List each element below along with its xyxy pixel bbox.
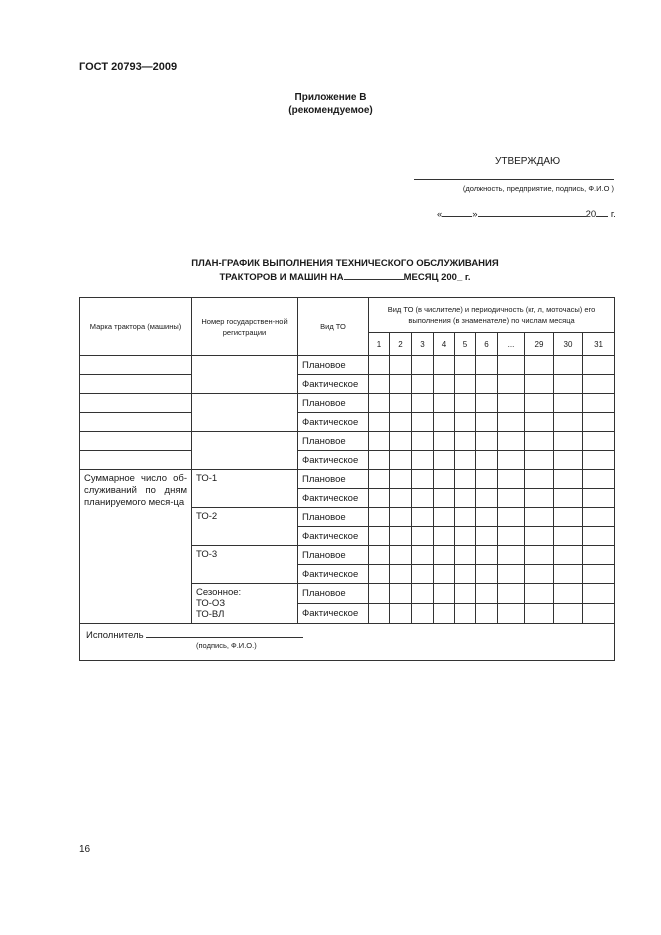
to-3-label: ТО-3 (192, 546, 298, 584)
day-cell[interactable] (390, 584, 412, 604)
month-name-blank (344, 270, 404, 280)
table-row (80, 451, 615, 470)
day-cell[interactable] (498, 508, 525, 527)
day-cell[interactable] (476, 356, 498, 375)
day-cell[interactable] (498, 604, 525, 624)
day-cell[interactable] (583, 489, 615, 508)
day-cell[interactable] (498, 546, 525, 565)
brand-cell[interactable] (80, 413, 192, 432)
day-cell[interactable] (554, 565, 583, 584)
day-cell[interactable] (476, 584, 498, 604)
day-cell[interactable] (369, 394, 390, 413)
table-row (80, 375, 615, 394)
day-cell[interactable] (525, 546, 554, 565)
day-cell[interactable] (583, 451, 615, 470)
day-cell[interactable] (434, 584, 455, 604)
header-kind: Вид ТО (298, 298, 369, 356)
title-line-2 (0, 270, 661, 284)
day-cell[interactable] (390, 565, 412, 584)
appendix-note: (рекомендуемое) (288, 105, 373, 116)
title-line-1: ПЛАН-ГРАФИК ВЫПОЛНЕНИЯ ТЕХНИЧЕСКОГО ОБСЛУЖИВАНИЯ (191, 258, 499, 269)
reg-number-cell[interactable] (192, 356, 298, 394)
seasonal-line: Сезонное: (196, 587, 242, 598)
day-cell[interactable] (476, 470, 498, 489)
day-cell[interactable] (434, 565, 455, 584)
day-number: 29 (525, 333, 554, 356)
day-cell[interactable] (369, 432, 390, 451)
day-cell[interactable] (498, 394, 525, 413)
day-cell[interactable] (455, 356, 476, 375)
day-cell[interactable] (554, 604, 583, 624)
day-cell[interactable] (476, 489, 498, 508)
kind-planned: Плановое (298, 584, 369, 604)
day-cell[interactable] (583, 375, 615, 394)
day-cell[interactable] (554, 356, 583, 375)
day-cell[interactable] (434, 470, 455, 489)
kind-planned: Плановое (298, 546, 369, 565)
month-blank (478, 207, 586, 217)
approve-label: УТВЕРЖДАЮ (495, 156, 561, 167)
day-number: 2 (390, 333, 412, 356)
kind-planned: Плановое (298, 432, 369, 451)
day-cell[interactable] (498, 565, 525, 584)
brand-cell[interactable] (80, 356, 192, 375)
day-number: 3 (412, 333, 434, 356)
day-cell[interactable] (476, 432, 498, 451)
day-cell[interactable] (525, 394, 554, 413)
day-cell[interactable] (455, 375, 476, 394)
day-cell[interactable] (434, 432, 455, 451)
brand-cell[interactable] (80, 394, 192, 413)
day-cell[interactable] (412, 451, 434, 470)
kind-actual: Фактическое (298, 375, 369, 394)
approval-date (437, 207, 616, 220)
day-cell[interactable] (412, 489, 434, 508)
appendix-title: Приложение В (294, 92, 367, 103)
day-number: 31 (583, 333, 615, 356)
day-cell[interactable] (369, 356, 390, 375)
day-cell[interactable] (525, 432, 554, 451)
day-cell[interactable] (412, 432, 434, 451)
day-blank (442, 207, 472, 217)
day-cell[interactable] (412, 394, 434, 413)
day-cell[interactable] (455, 451, 476, 470)
day-cell[interactable] (554, 394, 583, 413)
day-cell[interactable] (525, 508, 554, 527)
day-cell[interactable] (369, 489, 390, 508)
kind-actual: Фактическое (298, 489, 369, 508)
day-cell[interactable] (369, 470, 390, 489)
title-line-2-start: ТРАКТОРОВ И МАШИН НА (219, 272, 344, 283)
kind-actual: Фактическое (298, 604, 369, 624)
day-cell[interactable] (583, 546, 615, 565)
day-cell[interactable] (476, 604, 498, 624)
day-number: ... (498, 333, 525, 356)
reg-number-cell[interactable] (192, 394, 298, 432)
day-cell[interactable] (583, 508, 615, 527)
kind-actual: Фактическое (298, 413, 369, 432)
day-cell[interactable] (476, 375, 498, 394)
kind-planned: Плановое (298, 508, 369, 527)
table-row (80, 356, 615, 375)
day-cell[interactable] (390, 413, 412, 432)
brand-cell[interactable] (80, 375, 192, 394)
day-cell[interactable] (583, 565, 615, 584)
header-brand: Марка трактора (машины) (80, 298, 192, 356)
day-cell[interactable] (412, 527, 434, 546)
summary-label: Суммарное число об-служиваний по дням планируемого меся-ца (80, 470, 192, 624)
day-cell[interactable] (583, 432, 615, 451)
header-reg-number: Номер государствен-ной регистрации (192, 298, 298, 356)
reg-number-cell[interactable] (192, 432, 298, 470)
title-line-2-end: МЕСЯЦ 200_ г. (403, 272, 471, 283)
day-cell[interactable] (476, 527, 498, 546)
day-cell[interactable] (455, 565, 476, 584)
day-cell[interactable] (525, 375, 554, 394)
day-cell[interactable] (412, 375, 434, 394)
day-cell[interactable] (525, 413, 554, 432)
day-cell[interactable] (434, 508, 455, 527)
day-cell[interactable] (583, 470, 615, 489)
day-cell[interactable] (455, 489, 476, 508)
kind-actual: Фактическое (298, 565, 369, 584)
day-cell[interactable] (412, 413, 434, 432)
day-cell[interactable] (498, 489, 525, 508)
kind-actual: Фактическое (298, 527, 369, 546)
kind-planned: Плановое (298, 394, 369, 413)
day-cell[interactable] (434, 489, 455, 508)
day-cell[interactable] (434, 527, 455, 546)
to-2-label: ТО-2 (192, 508, 298, 546)
brand-cell[interactable] (80, 451, 192, 470)
day-cell[interactable] (455, 470, 476, 489)
day-cell[interactable] (554, 375, 583, 394)
day-cell[interactable] (583, 413, 615, 432)
date-open-quote: « (437, 209, 443, 220)
day-cell[interactable] (369, 546, 390, 565)
maintenance-schedule-table (79, 297, 615, 661)
day-number: 5 (455, 333, 476, 356)
executor-cell (80, 624, 615, 661)
day-cell[interactable] (390, 508, 412, 527)
day-cell[interactable] (390, 604, 412, 624)
table-row (80, 413, 615, 432)
signature-caption: (должность, предприятие, подпись, Ф.И.О ) (462, 184, 614, 193)
day-cell[interactable] (583, 356, 615, 375)
day-cell[interactable] (390, 489, 412, 508)
day-cell[interactable] (434, 375, 455, 394)
day-cell[interactable] (390, 356, 412, 375)
day-cell[interactable] (583, 394, 615, 413)
day-cell[interactable] (369, 413, 390, 432)
day-cell[interactable] (525, 584, 554, 604)
table-row (80, 432, 615, 451)
day-cell[interactable] (455, 604, 476, 624)
day-cell[interactable] (525, 356, 554, 375)
seasonal-line: ТО-ВЛ (196, 609, 225, 620)
day-cell[interactable] (390, 375, 412, 394)
year-suffix: г. (610, 209, 616, 220)
day-cell[interactable] (525, 451, 554, 470)
day-cell[interactable] (434, 451, 455, 470)
brand-cell[interactable] (80, 432, 192, 451)
day-cell[interactable] (476, 546, 498, 565)
day-cell[interactable] (412, 565, 434, 584)
day-cell[interactable] (476, 565, 498, 584)
day-cell[interactable] (412, 604, 434, 624)
day-cell[interactable] (583, 604, 615, 624)
day-cell[interactable] (390, 432, 412, 451)
day-cell[interactable] (554, 432, 583, 451)
date-close-quote: » (472, 209, 478, 220)
day-cell[interactable] (390, 451, 412, 470)
day-number: 1 (369, 333, 390, 356)
executor-label: Исполнитель (86, 630, 144, 641)
day-cell[interactable] (434, 546, 455, 565)
day-cell[interactable] (412, 508, 434, 527)
day-cell[interactable] (498, 451, 525, 470)
day-cell[interactable] (583, 584, 615, 604)
day-cell[interactable] (525, 489, 554, 508)
signature-line (414, 179, 614, 180)
day-cell[interactable] (434, 394, 455, 413)
day-cell[interactable] (390, 527, 412, 546)
day-cell[interactable] (498, 356, 525, 375)
kind-planned: Плановое (298, 470, 369, 489)
year-blank (596, 207, 608, 217)
day-cell[interactable] (455, 394, 476, 413)
day-cell[interactable] (498, 527, 525, 546)
day-cell[interactable] (369, 451, 390, 470)
day-cell[interactable] (412, 470, 434, 489)
day-number: 30 (554, 333, 583, 356)
day-cell[interactable] (525, 527, 554, 546)
day-cell[interactable] (369, 565, 390, 584)
executor-signature-line[interactable] (146, 628, 303, 638)
table-row (80, 394, 615, 413)
day-cell[interactable] (369, 508, 390, 527)
day-cell[interactable] (412, 584, 434, 604)
day-cell[interactable] (525, 604, 554, 624)
day-cell[interactable] (455, 584, 476, 604)
day-cell[interactable] (554, 451, 583, 470)
day-cell[interactable] (412, 546, 434, 565)
executor-row (80, 624, 615, 661)
day-cell[interactable] (583, 527, 615, 546)
day-cell[interactable] (412, 356, 434, 375)
day-number: 4 (434, 333, 455, 356)
day-cell[interactable] (498, 413, 525, 432)
to-1-label: ТО-1 (192, 470, 298, 508)
day-cell[interactable] (434, 413, 455, 432)
day-cell[interactable] (554, 470, 583, 489)
day-cell[interactable] (525, 470, 554, 489)
day-cell[interactable] (369, 604, 390, 624)
day-cell[interactable] (455, 413, 476, 432)
day-cell[interactable] (554, 413, 583, 432)
page-number: 16 (79, 844, 91, 855)
day-cell[interactable] (455, 432, 476, 451)
day-cell[interactable] (455, 546, 476, 565)
kind-actual: Фактическое (298, 451, 369, 470)
day-cell[interactable] (369, 375, 390, 394)
day-cell[interactable] (525, 565, 554, 584)
table-row (80, 470, 615, 489)
day-cell[interactable] (434, 604, 455, 624)
seasonal-line: ТО-ОЗ (196, 598, 226, 609)
day-cell[interactable] (390, 470, 412, 489)
seasonal-label (192, 584, 298, 624)
day-cell[interactable] (434, 356, 455, 375)
day-cell[interactable] (455, 527, 476, 546)
day-cell[interactable] (455, 508, 476, 527)
executor-caption: (подпись, Ф.И.О.) (196, 641, 257, 650)
day-cell[interactable] (498, 584, 525, 604)
appendix-heading (0, 91, 661, 117)
day-cell[interactable] (476, 451, 498, 470)
day-cell[interactable] (554, 584, 583, 604)
day-cell[interactable] (554, 489, 583, 508)
day-cell[interactable] (498, 470, 525, 489)
day-cell[interactable] (476, 394, 498, 413)
day-cell[interactable] (390, 546, 412, 565)
standard-number: ГОСТ 20793—2009 (79, 61, 178, 73)
document-title (0, 257, 661, 284)
day-cell[interactable] (369, 527, 390, 546)
day-cell[interactable] (498, 432, 525, 451)
day-cell[interactable] (498, 375, 525, 394)
day-number: 6 (476, 333, 498, 356)
day-cell[interactable] (476, 508, 498, 527)
kind-planned: Плановое (298, 356, 369, 375)
header-days: Вид ТО (в числителе) и периодичность (кг, л, моточасы) его выполнения (в знаменателе) по числам месяца (369, 298, 615, 333)
day-cell[interactable] (554, 527, 583, 546)
day-cell[interactable] (554, 508, 583, 527)
day-cell[interactable] (554, 546, 583, 565)
day-cell[interactable] (476, 413, 498, 432)
day-cell[interactable] (390, 394, 412, 413)
day-cell[interactable] (369, 584, 390, 604)
year-prefix: 20 (585, 209, 597, 220)
